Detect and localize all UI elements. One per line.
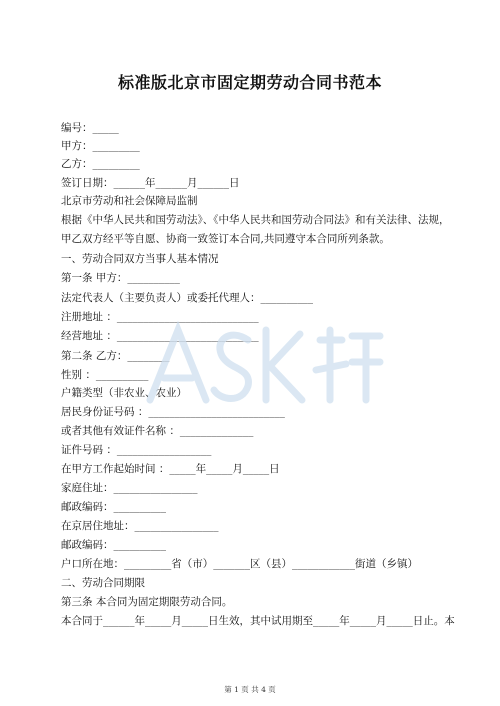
article-one-line: 第一条 甲方：__________ [61,272,180,284]
business-address-line: 经营地址 ：___________________________ [61,330,259,342]
contract-number-line: 编号：_____ [61,122,119,134]
document-title: 标准版北京市固定期劳动合同书范本 [117,73,382,92]
contract-term-line: 本合同于______年_____月_____日生效，其中试用期至_____年_____月_____日止。本 [61,615,455,627]
section-one-heading: 一、劳动合同双方当事人基本情况 [61,253,219,265]
registered-address-line: 注册地址 ：___________________________ [61,311,259,323]
postal-code-line: 邮政编码：__________ [61,501,166,513]
beijing-address-line: 在京居住地址：________________ [61,520,219,532]
hukou-location-line: 户口所在地：_________省（市）_______区（县）____________街道（乡镇） [61,558,418,570]
id-number-line: 居民身份证号码 ：__________________________ [61,406,285,418]
signing-date-line: 签订日期：______年______月______日 [61,177,240,189]
legal-representative-line: 法定代表人（主要负责人）或委托代理人：__________ [61,292,313,304]
preamble-line-2: 甲乙双方经平等自愿、协商一致签订本合同,共同遵守本合同所列条款。 [61,233,390,245]
work-start-date-line: 在甲方工作起始时间 ：_____年_____月_____日 [61,463,280,475]
article-two-line: 第二条 乙方：________ [61,350,170,362]
gender-line: 性别 ：__________ [61,369,149,381]
household-type-line: 户籍类型（非农业、农业） [61,387,187,399]
party-b-line: 乙方：_________ [61,158,140,170]
preamble-line-1: 根据《中华人民共和国劳动法》、《中华人民共和国劳动合同法》和有关法律、法规， [61,214,450,226]
page-footer: 第 1 页 共 4 页 [224,685,276,694]
section-two-heading: 二、劳动合同期限 [61,577,145,589]
supervisor-line: 北京市劳动和社会保障局监制 [61,195,198,207]
other-id-name-line: 或者其他有效证件名称 ：______________ [61,425,254,437]
party-a-line: 甲方：_________ [61,140,140,152]
article-three-line: 第三条 本合同为固定期限劳动合同。 [61,596,233,608]
home-address-line: 家庭住址：________________ [61,482,198,494]
postal-code-line-2: 邮政编码：__________ [61,539,166,551]
id-document-number-line: 证件号码 ：__________________ [61,444,212,456]
